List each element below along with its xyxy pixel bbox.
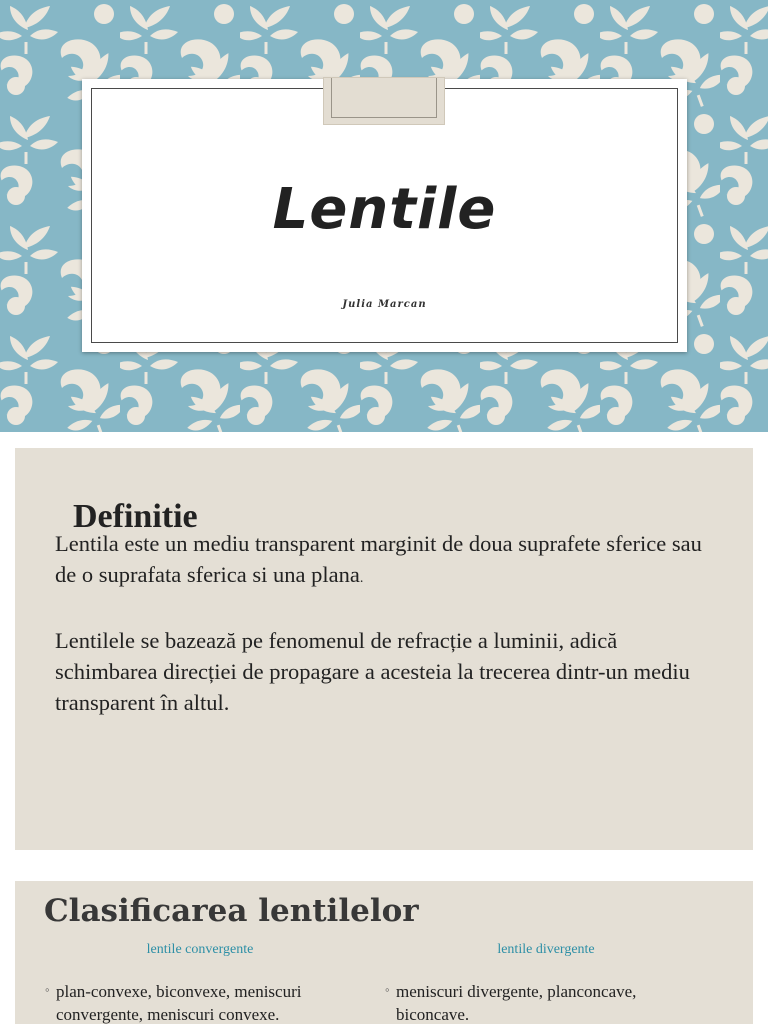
title-slide <box>0 0 768 432</box>
list-item: ◦ meniscuri divergente, planconcave, biconcave. <box>385 980 705 1024</box>
definition-paragraph-1: Lentila este un mediu transparent marginit de doua suprafete sferice sau de o suprafata sferica si una plana. <box>55 531 702 587</box>
column-label-divergent: lentile divergente <box>497 942 595 957</box>
title-card <box>82 79 687 352</box>
slide-author: Julia Marcan <box>342 299 427 310</box>
title-card-tab <box>323 77 445 125</box>
column-label-convergent: lentile convergente <box>146 942 254 957</box>
slide-title: Lentile <box>272 177 497 242</box>
list-item: ◦ plan-convexe, biconvexe, meniscuri convergente, meniscuri convexe. <box>45 980 365 1024</box>
classification-heading: Clasificarea lentilelor <box>44 893 419 929</box>
definition-paragraph-2: Lentilele se bazează pe fenomenul de refracție a luminii, adică schimbarea direcției de propagare a acesteia la trecerea dintr-un mediu transparent în altul. <box>55 628 690 715</box>
convergent-list <box>45 980 365 1024</box>
classification-slide <box>15 881 753 1024</box>
definition-heading: Definitie <box>73 498 198 535</box>
definition-body <box>55 528 715 718</box>
definition-slide <box>15 448 753 850</box>
divergent-list <box>385 980 705 1024</box>
